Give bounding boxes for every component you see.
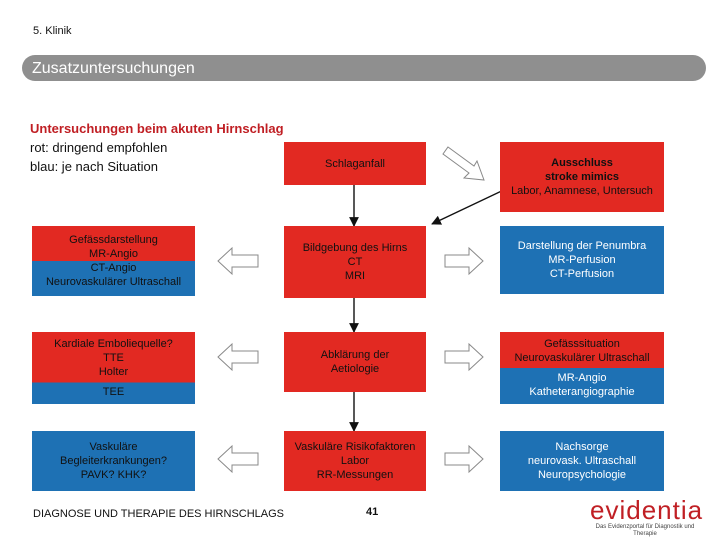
box-kardial-tte: TTE — [103, 352, 124, 364]
box-bildgebung — [284, 226, 426, 298]
box-gefaesssituation-mr: MR-Angio — [557, 372, 607, 384]
box-ausschluss-detail: Labor, Anamnese, Untersuch — [511, 185, 653, 197]
box-penumbra — [500, 226, 664, 294]
intro-line-red: rot: dringend empfohlen — [30, 140, 168, 155]
box-nachsorge-np: Neuropsychologie — [537, 469, 627, 481]
box-vaskulaere — [32, 431, 195, 491]
box-gefaesssituation-kath: Katheterangiographie — [529, 386, 635, 398]
box-kardial — [32, 332, 195, 404]
hollow-arrow-diagonal — [443, 147, 484, 180]
logo-word: evidentia — [590, 495, 704, 525]
box-vaskulaere-l2: Begleiterkrankungen? — [59, 455, 168, 467]
box-penumbra-ct: CT-Perfusion — [549, 268, 615, 280]
box-risiko-labor: Labor — [340, 455, 370, 467]
box-kardial-title: Kardiale Emboliequelle? — [54, 338, 173, 350]
section-label: 5. Klinik — [33, 25, 72, 37]
box-ausschluss — [500, 142, 664, 212]
box-bildgebung-mri: MRI — [344, 270, 366, 282]
box-risikofaktoren — [284, 431, 426, 491]
page-title: Zusatzuntersuchungen — [32, 60, 195, 77]
logo-tagline: Das Evidenzportal für Diagnostik und Therapie — [595, 524, 695, 537]
box-penumbra-title: Darstellung der Penumbra — [517, 240, 647, 252]
hollow-arrow-right-3 — [445, 446, 483, 472]
box-gefaess-us: Neurovaskulärer Ultraschall — [45, 276, 182, 288]
box-ausschluss-subtitle: stroke mimics — [545, 171, 619, 183]
box-risiko-title: Vaskuläre Risikofaktoren — [294, 441, 416, 453]
footer-text: DIAGNOSE UND THERAPIE DES HIRNSCHLAGS — [33, 508, 285, 520]
box-risiko-rr: RR-Messungen — [316, 469, 394, 481]
box-nachsorge-title: Nachsorge — [555, 441, 609, 453]
box-nachsorge — [500, 431, 664, 491]
box-kardial-holter: Holter — [98, 366, 129, 378]
box-gefaess-title: Gefässdarstellung — [69, 234, 158, 246]
box-gefaesssituation-title: Gefässsituation — [544, 338, 620, 350]
intro-heading: Untersuchungen beim akuten Hirnschlag — [30, 121, 284, 136]
box-nachsorge-us: neurovask. Ultraschall — [527, 455, 637, 467]
box-gefaesssituation-us: Neurovaskulärer Ultraschall — [514, 352, 650, 364]
box-bildgebung-ct: CT — [347, 256, 363, 268]
hollow-arrow-left-2 — [218, 344, 258, 370]
intro-line-blue: blau: je nach Situation — [30, 159, 158, 174]
hollow-arrow-right-1 — [445, 248, 483, 274]
box-abklaerung-l1: Abklärung der — [320, 349, 390, 361]
box-bildgebung-title: Bildgebung des Hirns — [302, 242, 408, 254]
box-vaskulaere-l1: Vaskuläre — [89, 441, 138, 453]
evidentia-logo — [590, 495, 704, 538]
box-kardial-tee: TEE — [102, 386, 125, 398]
box-penumbra-mr: MR-Perfusion — [548, 254, 616, 266]
box-abklaerung — [284, 332, 426, 392]
arrow-diagonal — [432, 187, 510, 224]
box-gefaesssituation — [500, 332, 664, 404]
hollow-arrow-right-2 — [445, 344, 483, 370]
box-gefaess-mr: MR-Angio — [89, 248, 138, 260]
box-gefaessdarstellung — [32, 226, 195, 296]
hollow-arrow-left-1 — [218, 248, 258, 274]
box-schlaganfall — [284, 142, 426, 185]
box-ausschluss-title: Ausschluss — [551, 157, 613, 169]
box-gefaess-ct: CT-Angio — [90, 262, 137, 274]
box-abklaerung-l2: Aetiologie — [330, 363, 380, 375]
page-number: 41 — [366, 506, 379, 518]
hollow-arrow-left-3 — [218, 446, 258, 472]
box-schlaganfall-label: Schlaganfall — [325, 157, 385, 170]
box-vaskulaere-l3: PAVK? KHK? — [80, 469, 147, 481]
